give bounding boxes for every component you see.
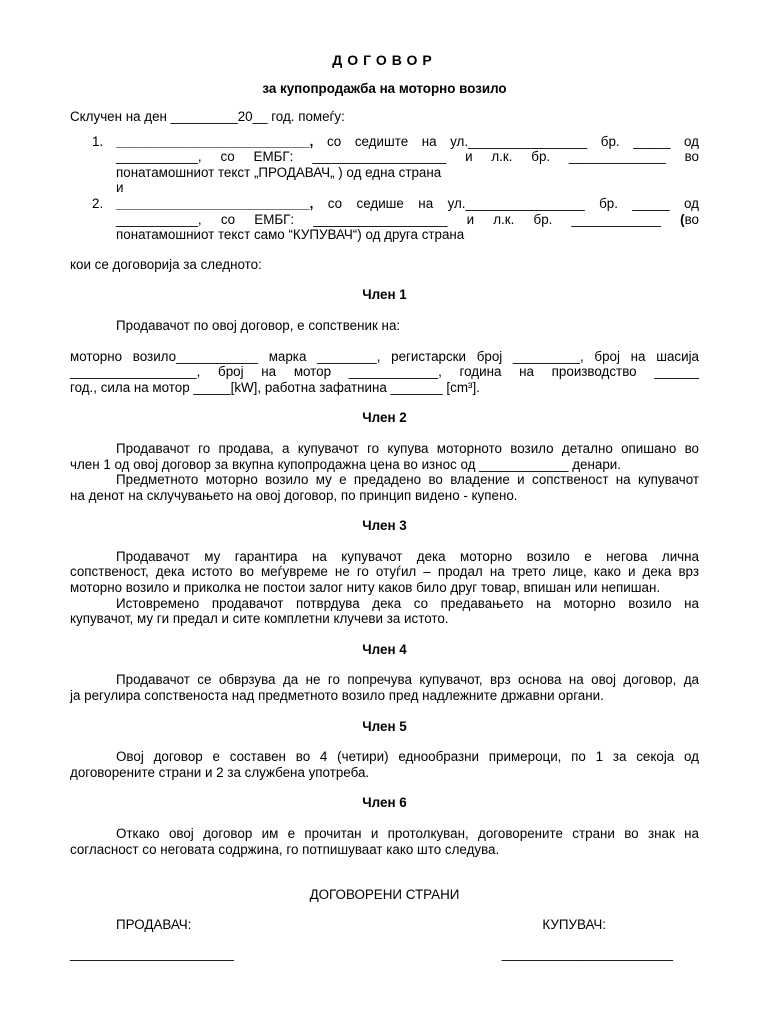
article-5-line-1: Овој договор е составен во 4 (четири) еднообразни примероци, по 1 за секоја од bbox=[116, 749, 699, 765]
article-2-line-2: член 1 од овој договор за вкупна купопрoдажна цена во износ од ____________ денари. bbox=[70, 456, 621, 472]
party-2-vo: во bbox=[684, 211, 699, 227]
article-3-heading: Член 3 bbox=[362, 518, 407, 534]
article-4-line-2: ја регулира сопственоста над предметното возило пред надлежните државни органи. bbox=[70, 688, 604, 704]
article-3-body bbox=[70, 549, 699, 627]
buyer-signature-line: _______________________ bbox=[501, 946, 673, 962]
article-1-heading: Член 1 bbox=[362, 287, 407, 303]
article-6-body bbox=[70, 826, 699, 857]
party-2 bbox=[70, 196, 699, 243]
party-2-line-1 bbox=[116, 196, 699, 212]
article-5-line-2: договорените страни и 2 за службена употреба. bbox=[70, 764, 370, 780]
article-6-line-1: Откако овој договор им е прочитан и протолкуван, договорените страни во знак на bbox=[116, 826, 699, 841]
concluded-line: Склучен на ден _________20__ год. помеѓу: bbox=[70, 109, 345, 124]
seller-signature-line: ______________________ bbox=[70, 946, 234, 962]
party-2-number: 2. bbox=[92, 195, 104, 211]
article-1-line-1: моторно возило___________ марка ________, регистарски број _________, број на шасија bbox=[70, 348, 699, 364]
article-6-heading: Член 6 bbox=[362, 795, 407, 811]
party-2-paren: ( bbox=[680, 211, 685, 227]
party-1-line-2: ___________, со ЕМБГ: __________________ и л.к. бр. _____________ во bbox=[116, 149, 699, 165]
article-3-line-3: моторно возило и приколка не постои залог ниту каков било друг товар, впишан или непишан. bbox=[70, 580, 661, 596]
document-subtitle: за купопродажба на моторно возило bbox=[262, 81, 507, 96]
article-3-line-1: Продавачот му гарантира на купувачот дека моторно возило е негова лична bbox=[116, 548, 699, 564]
article-1-intro: Продавачот по овој договор, е сопственик на: bbox=[116, 317, 401, 333]
contract-document bbox=[70, 52, 699, 962]
article-4-body bbox=[70, 672, 699, 703]
party-2-comma: , bbox=[309, 195, 314, 211]
article-1-vehicle-details bbox=[70, 349, 699, 396]
article-5-heading: Член 5 bbox=[362, 718, 407, 734]
party-1-line-3: понатамошниот текст „ПРОДАВАЧ„ ) од една страна bbox=[116, 164, 442, 180]
article-3-line-5: купувачот, му ги предал и сите комплетни клучеви за истото. bbox=[70, 611, 449, 627]
article-1-line-2: _________________, број на мотор ____________, година на производство ______ bbox=[70, 364, 699, 380]
signature-labels bbox=[70, 917, 699, 933]
document-title: ДОГОВОР bbox=[332, 52, 437, 68]
article-6-line-2: согласност со неговата содржина, го потпишуваат како што следува. bbox=[70, 841, 500, 857]
party-2-address: со седише на ул.________________ бр. _____ од bbox=[313, 195, 699, 211]
party-1-and: и bbox=[116, 180, 124, 196]
party-1-comma: , bbox=[309, 133, 314, 149]
article-3-line-2: сопственост, дека истото во меѓувреме не го отуѓил – продал на трето лице, како и дека врз bbox=[70, 564, 699, 580]
article-2-heading: Член 2 bbox=[362, 410, 407, 426]
article-2-line-4: на денот на склучувањето на овој договор, по принцип видено - купено. bbox=[70, 487, 518, 503]
article-2-body bbox=[70, 441, 699, 503]
article-2-line-1: Продавачот го продава, а купувачот го купува моторното возило детално опишано во bbox=[116, 440, 699, 456]
party-2-ids: ___________, со ЕМБГ: __________________ и л.к. бр. ____________ bbox=[116, 211, 681, 227]
article-5-body bbox=[70, 749, 699, 780]
article-2-line-3: Предметното моторно возило му е предадено во владение и сопственост на купувачот bbox=[116, 472, 699, 488]
article-4-heading: Член 4 bbox=[362, 641, 407, 657]
signature-lines bbox=[70, 946, 699, 962]
article-1-line-3: год., сила на мотор _____[kW], работна зафатнина _______ [cm³]. bbox=[70, 379, 480, 395]
article-3-line-4: Истовремено продавачот потврдува дека со предавањето на моторно возило на bbox=[116, 595, 699, 611]
party-2-line-3: понатамошниот текст само “КУПУВАЧ“) од друга страна bbox=[116, 227, 465, 243]
agreement-intro: кои се договорија за следното: bbox=[70, 256, 262, 272]
buyer-label: КУПУВАЧ: bbox=[542, 916, 606, 932]
party-1-address: со седиште на ул.________________ бр. _____ од bbox=[313, 133, 699, 149]
party-1-line-1 bbox=[116, 134, 699, 150]
party-1-name-blank: __________________________ bbox=[116, 133, 310, 149]
party-2-name-blank: __________________________ bbox=[116, 195, 310, 211]
seller-label: ПРОДАВАЧ: bbox=[116, 916, 192, 932]
party-2-line-2 bbox=[116, 212, 699, 228]
party-1 bbox=[70, 134, 699, 196]
signatures-heading: ДОГОВОРЕНИ СТРАНИ bbox=[309, 887, 460, 903]
article-4-line-1: Продавачот се обврзува да не го попречува купувачот, врз основа на овој договор, да bbox=[116, 672, 699, 688]
party-1-number: 1. bbox=[92, 133, 104, 149]
